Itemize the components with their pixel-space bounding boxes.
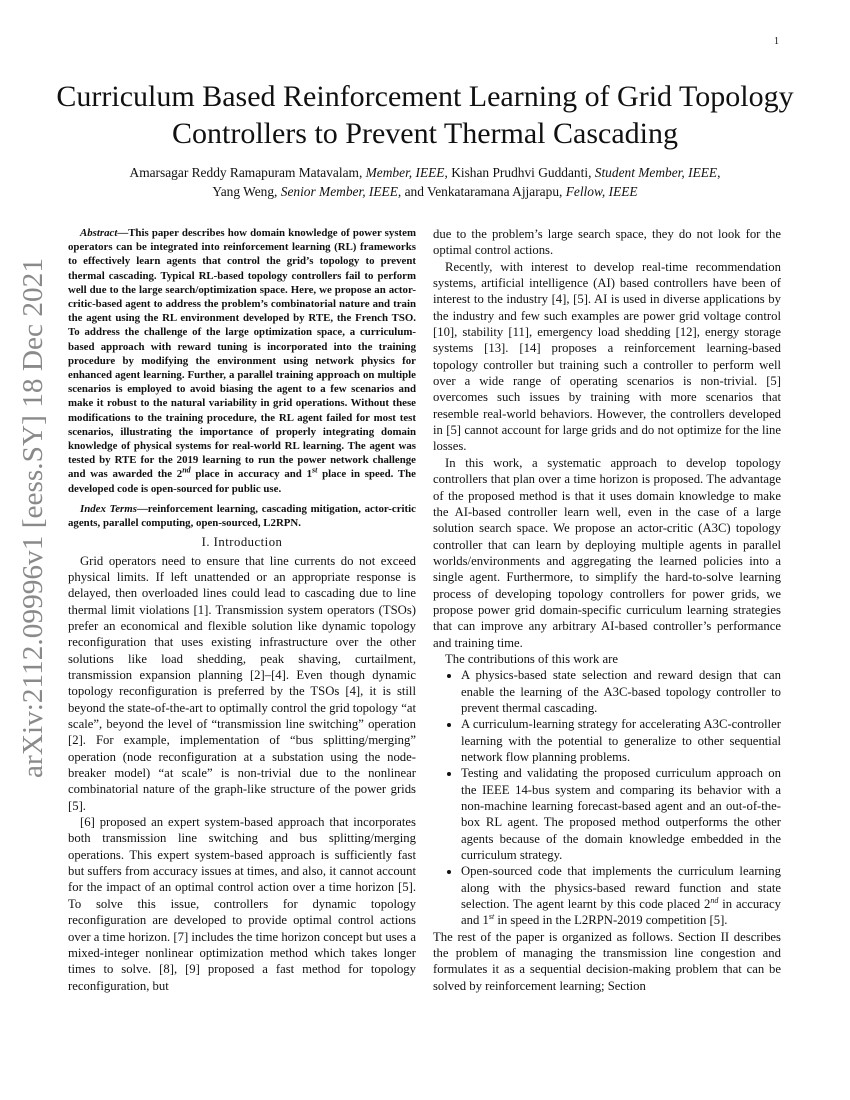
ordinal-suffix: nd (710, 895, 719, 905)
ordinal-number: 2 (704, 897, 711, 912)
abstract: Abstract—This paper describes how domain knowledge of power system operators can be integrated into reinforcement learning (RL) frameworks to effectively learn agents that control the grid’s topology to prevent thermal cascading. Typical RL-based topology controllers fail to perform well due to the large search/optimization space. Here, we propose an actor-critic-based agent to address the problem’s combinatorial nature and train the agent using the RL environment developed by RTE, the French TSO. To address the challenge of the large optimization space, a curriculum-based approach with reward tuning is incorporated into the training procedure by modifying the environment using network physics for enhanced agent learning. Further, a parallel training approach on multiple scenarios is employed to avoid biasing the agent to a few scenarios and make it robust to the natural variability in grid operations. Without these modifications to the training procedure, the RL agent failed for most test scenarios, illustrating the importance of properly integrating domain knowledge of physical systems for real-world RL learning. The agent was tested by RTE for the 2019 learning to run the power network challenge and was awarded the 2nd place in accuracy and 1st place in speed. The developed code is open-sourced for public use. (68, 227, 416, 495)
ordinal-suffix: st (312, 465, 318, 475)
list-item-text: Open-sourced code that implements the curriculum learning along with the physics-based reward function and state selection. The agent learnt by this code placed (461, 864, 781, 912)
paragraph: The contributions of this work are (445, 651, 619, 666)
paper-title: Curriculum Based Reinforcement Learning of Grid Topology Controllers to Prevent Thermal Cascading (56, 80, 794, 150)
author-role: Member, IEEE (365, 165, 445, 180)
arxiv-stamp-svg (2, 258, 52, 778)
paragraph: The rest of the paper is organized as follows. Section II describes the problem of managing the transmission line congestion and formulates it as a sequential decision-making problem that can be solved by reinforcement learning; Section (433, 929, 781, 993)
author-list: Amarsagar Reddy Ramapuram Matavalam, Member, IEEE, Kishan Prudhvi Guddanti, Student Member, IEEE, Yang Weng, Senior Member, IEEE, and Venkataramana Ajjarapu, Fellow, IEEE (129, 165, 721, 199)
abstract-text: place in speed. The developed code is open-sourced for public use. (68, 468, 416, 495)
index-terms-text: reinforcement learning, cascading mitigation, actor-critic agents, parallel computing, open-sourced, L2RPN. (68, 502, 416, 530)
paragraph: [6] proposed an expert system-based approach that incorporates both transmission line switching and bus splitting/merging operations. This expert system-based approach is sufficiently fast but suffers from accuracy issues at times, and also, it cannot account for the impact of an optimal control action over a time horizon [5]. To solve this issue, controllers for dynamic topology reconfiguration are developed to provide optimal control actions over a time horizon. [7] includes the time horizon concept but uses a mixed-integer nonlinear optimization method which takes longer times to solve. [8], [9] proposed a fast method for topology reconfiguration, but (68, 815, 416, 993)
ordinal-suffix: st (488, 912, 495, 922)
ordinal-number: 1 (482, 913, 489, 928)
abstract-label: Abstract (80, 227, 118, 239)
list-item: • A curriculum-learning strategy for accelerating A3C-controller learning with the potential to generalize to other sequential network flow planning problems. (461, 716, 781, 765)
author-role: Senior Member, IEEE (280, 184, 398, 199)
left-column (68, 226, 416, 994)
paragraph: due to the problem’s large search space, they do not look for the optimal control actions. (433, 227, 781, 258)
author-name: Yang Weng (212, 184, 275, 199)
arxiv-id-text: arXiv:2112.09996v1 [eess.SY] 18 Dec 2021 (17, 263, 49, 778)
paragraph: Grid operators need to ensure that line currents do not exceed physical limits. If left unattended or an appropriate response is delayed, then overloaded lines could lead to cascading due to line thermal limit violations [1]. Transmission system operators (TSOs) prefer an economical and flexible solution like dynamic topology reconfiguration that uses existing infrastructure over the other solutions like load shedding, peak shaving, curtailment, transmission expansion planning [2]–[4]. Even though dynamic topology reconfiguration is preferred by the TSOs [4], it is still beyond the state-of-the-art to optimally control the grid topology “at scale”, beyond the level of “transmission line switching” operation [2]. For example, implementation of “bus splitting/merging” operation (node reconfiguration at a substation using the node-breaker model) “at scale” is non-trivial due to the nonlinear combinatorial nature of the graph-like structure of the power grids [5]. (68, 553, 416, 813)
abstract-text: place in accuracy and (195, 468, 302, 481)
list-item: • A physics-based state selection and reward design that can enable the learning of the A3C-based topology controller to prevent thermal cascading. (461, 667, 781, 716)
list-item-text: in accuracy and (461, 897, 782, 928)
right-column (433, 226, 781, 994)
abstract-text: This paper describes how domain knowledge of power system operators can be integrated into reinforcement learning (RL) frameworks to effectively learn agents that control the grid’s topology to prevent thermal cascading. Typical RL-based topology controllers fail to perform well due to the large search/optimization space. Here, we propose an actor-critic-based agent to address the problem’s combinatorial nature and train the agent using the RL environment developed by RTE, the French TSO. To address the challenge of the large optimization space, a curriculum-based approach with reward tuning is incorporated into the training procedure by modifying the environment using network physics for enhanced agent learning. Further, a parallel training approach on multiple scenarios is employed to avoid biasing the agent to a few scenarios and make it robust to the natural variability in grid operations. Without these modifications to the training procedure, the RL agent failed for most test scenarios, illustrating the importance of properly integrating domain knowledge of physical systems for real-world RL learning. The agent was tested by RTE for the 2019 learning to run the power network challenge and was awarded the (68, 227, 416, 481)
index-terms-label: Index Terms (80, 502, 137, 515)
author-name: Kishan Prudhvi Guddanti (451, 165, 589, 180)
contribution-list (433, 667, 781, 929)
index-terms: Index Terms—reinforcement learning, cascading mitigation, actor-critic agents, parallel computing, open-sourced, L2RPN. (68, 502, 416, 530)
section-heading: I. Introduction (201, 535, 283, 550)
list-item-text: in speed in the L2RPN-2019 competition [5]. (497, 913, 728, 928)
author-role: Student Member, IEEE (594, 165, 718, 180)
paragraph: In this work, a systematic approach to develop topology controllers that plan over a time horizon is proposed. The advantage of the proposed method is that it uses domain knowledge to make the AI-based controller learn well, even in the case of a large solution search space. We propose an actor-critic (A3C) topology controller that can learn by deploying multiple agents in parallel worlds/environments and aggregating the learned policies into a single agent. Furthermore, to simplify the hard-to-solve learning process of developing topology controllers for power grids, we propose power grid domain-specific curriculum learning strategies that can improve any arbitrary AI-based controller’s performance and training time. (433, 455, 781, 650)
paragraph: Recently, with interest to develop real-time recommendation systems, artificial intelligence (AI) based controllers have been of interest to the industry [4], [5]. AI is used in diverse applications by the industry and few such examples are power grid voltage control [10], stability [11], emergency load shedding [12], energy storage systems [13]. [14] proposes a reinforcement learning-based topology controller but training such a controller to perform well over a wide range of operating scenarios is non-trivial. [5] overcomes such issues by training with more scenarios that resemble real-world behaviors. However, the controllers developed in [5] cannot account for large grids and do not optimize for the line losses. (433, 259, 781, 454)
arxiv-stamp (2, 258, 52, 778)
list-item (461, 863, 781, 928)
author-role: Fellow, IEEE (565, 184, 638, 199)
page-number: 1 (774, 36, 779, 47)
author-name: Amarsagar Reddy Ramapuram Matavalam (129, 165, 359, 180)
ordinal-number: 2 (176, 468, 183, 481)
ordinal-number: 1 (306, 468, 312, 481)
list-item: • Testing and validating the proposed curriculum approach on the IEEE 14-bus system and comparing its behavior with a non-machine learning forecast-based agent and an out-of-the-box RL agent. The proposed method outperforms the other agents because of the domain knowledge embedded in the curriculum strategy. (461, 765, 781, 863)
ordinal-suffix: nd (182, 465, 191, 475)
author-name: Venkataramana Ajjarapu (427, 184, 560, 199)
